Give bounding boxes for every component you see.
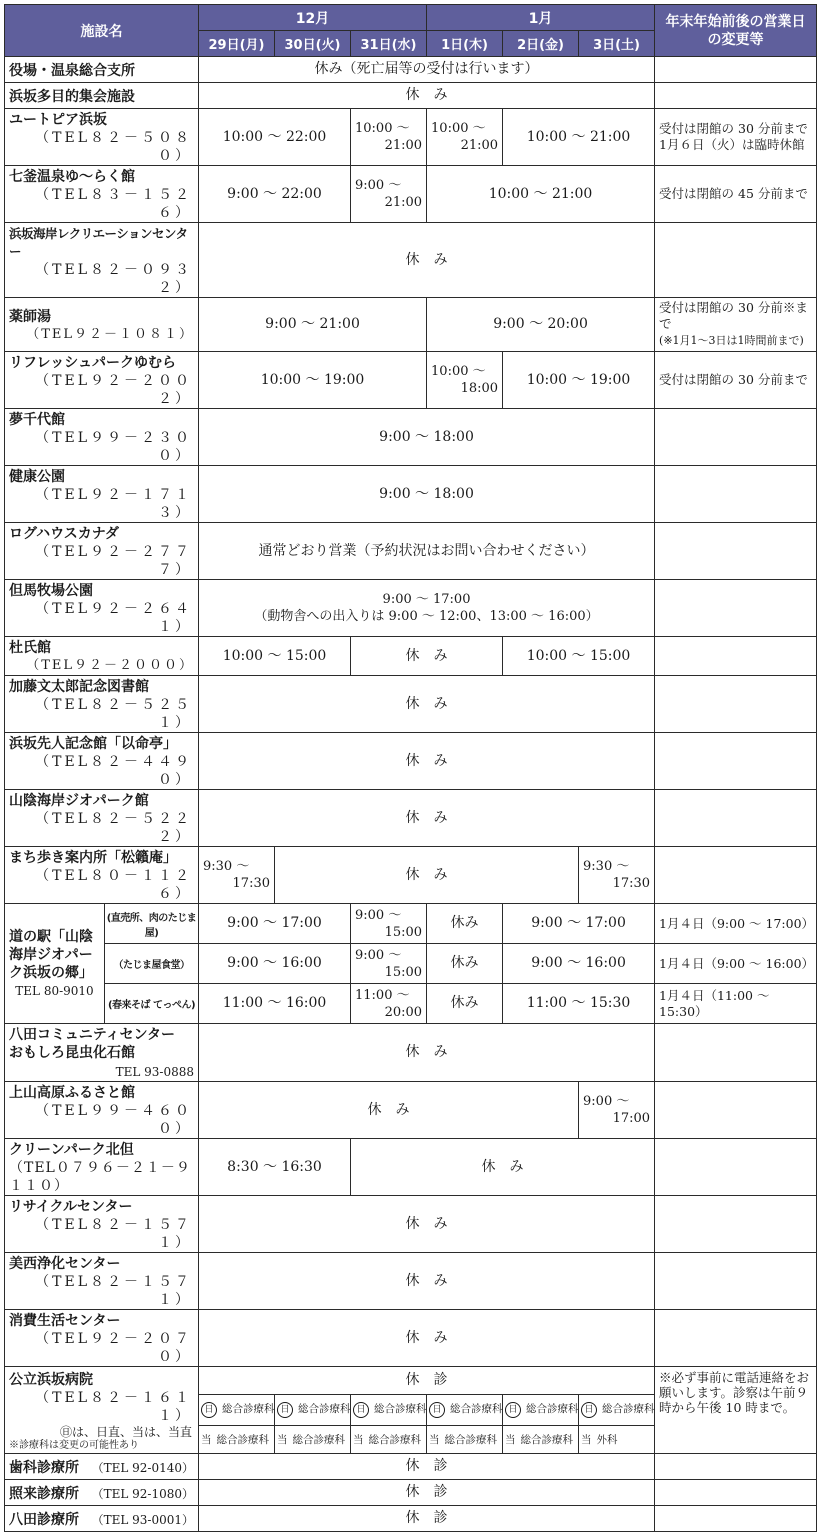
table-row (5, 1506, 817, 1532)
facility-tel: （TEL８２－５２５１） (35, 697, 192, 731)
facility-cell (5, 1310, 199, 1367)
table-row (5, 109, 817, 166)
facility-cell (5, 1139, 199, 1196)
facility-tel: （TEL９２－２０７０） (35, 1331, 192, 1365)
table-row (5, 83, 817, 109)
facility-cell (5, 1454, 199, 1480)
table-row (5, 1139, 817, 1196)
notes-cell (655, 1196, 817, 1253)
sub-facility-name: （たじま屋食堂） (105, 944, 199, 984)
duty-dept: 総合診療科 (222, 1403, 275, 1416)
header-day-3: 3日(土) (579, 31, 655, 57)
night-duty-mark: 当 (429, 1433, 440, 1446)
notes-cell: 受付は閉館の 30 分前まで 1月６日（火）は臨時休館 (655, 109, 817, 166)
notes-cell (655, 1253, 817, 1310)
notes-cell (655, 409, 817, 466)
duty-dept: 総合診療科 (216, 1433, 269, 1446)
hours-line: 9:00 ～ 17:00 (382, 592, 471, 607)
duty-night-cell (199, 1425, 275, 1453)
facility-name: 加藤文太郎記念図書館 (9, 679, 149, 695)
facility-name: 役場・温泉総合支所 (5, 57, 199, 83)
table-row (5, 523, 817, 580)
notes-line: (※1月1～3日は1時間前まで) (659, 334, 804, 347)
hours-cell: 9:00 ～ 17:00 (503, 904, 655, 944)
night-duty-mark: 当 (201, 1433, 212, 1446)
hours-cell: 休み (427, 984, 503, 1024)
hours-cell: 9:00 ～ 20:00 (427, 298, 655, 352)
facility-tel: （TEL９２－１７１３） (35, 487, 192, 521)
facility-name: 八田コミュニティセンター (9, 1027, 176, 1043)
hours-cell: 休 み (199, 1196, 655, 1253)
day-duty-mark: 日 (277, 1402, 293, 1418)
notes-cell (655, 1082, 817, 1139)
duty-day-cell (275, 1395, 351, 1426)
table-row (5, 466, 817, 523)
notes-cell: 1月４日（9:00 ～ 16:00） (655, 944, 817, 984)
hours-cell: 休 診 (199, 1367, 655, 1395)
duty-dept: 総合診療科 (298, 1403, 351, 1416)
facility-tel: （TEL 93-0001） (91, 1512, 194, 1527)
hours-close: 21:00 (460, 138, 499, 153)
duty-day-cell (199, 1395, 275, 1426)
table-row (5, 676, 817, 733)
hours-cell: 休 み (199, 676, 655, 733)
duty-day-cell (503, 1395, 579, 1426)
table-row (5, 733, 817, 790)
facility-name: 美西浄化センター (9, 1256, 121, 1272)
table-row (5, 166, 817, 223)
facility-name: 消費生活センター (9, 1313, 121, 1329)
facility-cell (5, 676, 199, 733)
day-duty-mark: 日 (429, 1402, 445, 1418)
hours-cell: 休 み (199, 83, 655, 109)
hours-cell (351, 166, 427, 223)
hours-line: （動物舎への出入りは 9:00 ～ 12:00、13:00 ～ 16:00） (254, 609, 599, 624)
facility-cell (5, 904, 105, 1024)
header-day-29: 29日(月) (199, 31, 275, 57)
hours-cell (579, 1082, 655, 1139)
hours-cell: 9:00 ～ 18:00 (199, 466, 655, 523)
facility-tel: （TEL９２－２６４１） (35, 601, 192, 635)
facility-name: 山陰海岸ジオパーク館 (9, 793, 149, 809)
facility-tel: （TEL９２－１０８１） (26, 326, 194, 342)
duty-night-cell (351, 1425, 427, 1453)
notes-cell (655, 1480, 817, 1506)
facility-name: リフレッシュパークゆむら (9, 355, 177, 371)
hours-cell: 10:00 ～ 21:00 (503, 109, 655, 166)
hours-open: 9:30 ～ (583, 859, 630, 874)
hours-cell (199, 847, 275, 904)
notes-cell (655, 466, 817, 523)
hours-open: 9:00 ～ (355, 178, 402, 193)
header-month-january: 1月 (427, 5, 655, 31)
facility-name: ユートピア浜坂 (9, 112, 107, 128)
facility-cell (5, 637, 199, 676)
header-day-31: 31日(水) (351, 31, 427, 57)
hours-cell: 9:00 ～ 17:00 (199, 904, 351, 944)
hours-cell: 休 み (199, 1310, 655, 1367)
facility-tel: （TEL８２－５２２２） (35, 811, 192, 845)
facility-name: 浜坂海岸レクリエーションセンター (9, 226, 188, 259)
hours-cell (427, 109, 503, 166)
table-row (5, 637, 817, 676)
facility-name: 杜氏館 (9, 640, 51, 656)
facility-name: クリーンパーク北但 (9, 1142, 134, 1158)
facility-tel: TEL 93-0888 (115, 1065, 194, 1079)
hours-cell: 休 み (199, 733, 655, 790)
table-row (5, 1253, 817, 1310)
facility-name: 道の駅「山陰海岸ジオパーク浜坂の郷」 (9, 928, 93, 981)
hours-cell: 10:00 ～ 19:00 (503, 352, 655, 409)
duty-night-cell (275, 1425, 351, 1453)
facility-cell (5, 790, 199, 847)
notes-cell (655, 83, 817, 109)
notes-cell (655, 298, 817, 352)
holiday-schedule-table (4, 4, 820, 1532)
header-facility: 施設名 (5, 5, 199, 57)
facility-cell (5, 109, 199, 166)
hours-close: 18:00 (460, 381, 499, 396)
hours-cell: 休み（死亡届等の受付は行います） (199, 57, 655, 83)
hours-cell: 休 み (199, 223, 655, 298)
hours-cell: 10:00 ～ 21:00 (427, 166, 655, 223)
hospital-legend: ㊐は、日直、当は、当直 (59, 1425, 192, 1439)
day-duty-mark: 日 (581, 1402, 597, 1418)
hours-cell: 休 診 (199, 1454, 655, 1480)
facility-tel: （TEL８２－１５７１） (35, 1217, 192, 1251)
duty-day-cell (351, 1395, 427, 1426)
table-row (5, 1367, 817, 1395)
facility-cell (5, 352, 199, 409)
header-day-2: 2日(金) (503, 31, 579, 57)
hours-open: 10:00 ～ (431, 364, 486, 379)
facility-name: 浜坂多目的集会施設 (5, 83, 199, 109)
table-row (5, 1454, 817, 1480)
hours-close: 15:00 (384, 924, 423, 940)
facility-tel: （TEL８２－１５７１） (35, 1274, 192, 1308)
hours-cell (199, 580, 655, 637)
notes-cell (655, 1454, 817, 1480)
header-month-december: 12月 (199, 5, 427, 31)
facility-cell (5, 1367, 199, 1454)
facility-cell (5, 1196, 199, 1253)
facility-name: 但馬牧場公園 (9, 583, 93, 599)
facility-tel: （TEL８２－１６１１） (35, 1390, 192, 1424)
night-duty-mark: 当 (581, 1433, 592, 1446)
hours-open: 9:00 ～ (583, 1094, 630, 1109)
hours-open: 9:00 ～ (355, 947, 402, 963)
notes-cell (655, 1506, 817, 1532)
hours-cell: 9:00 ～ 21:00 (199, 298, 427, 352)
hours-cell: 9:00 ～ 16:00 (503, 944, 655, 984)
table-row (5, 1024, 817, 1082)
table-row (5, 409, 817, 466)
facility-name: 八田診療所 (9, 1511, 79, 1528)
duty-dept: 総合診療科 (450, 1403, 503, 1416)
facility-cell (5, 523, 199, 580)
hours-close: 17:00 (612, 1111, 651, 1126)
notes-line: 受付は閉館の 30 分前※まで (659, 300, 808, 331)
duty-dept: 総合診療科 (374, 1403, 427, 1416)
table-row (5, 790, 817, 847)
facility-cell (5, 1024, 199, 1082)
facility-tel: （TEL０７９６－２１－９１１０） (9, 1160, 191, 1194)
duty-dept: 総合診療科 (444, 1433, 498, 1446)
hours-cell: 通常どおり営業（予約状況はお問い合わせください） (199, 523, 655, 580)
notes-cell (655, 223, 817, 298)
notes-cell (655, 637, 817, 676)
table-row (5, 944, 817, 984)
notes-cell: 1月４日（11:00 ～ 15:30） (655, 984, 817, 1024)
hours-cell: 9:00 ～ 16:00 (199, 944, 351, 984)
facility-tel: TEL 80-9010 (15, 983, 94, 998)
hours-cell (351, 904, 427, 944)
night-duty-mark: 当 (505, 1433, 516, 1446)
facility-name: 夢千代館 (9, 412, 65, 428)
facility-name: 浜坂先人記念館「以命亭」 (9, 736, 177, 752)
table-row (5, 1480, 817, 1506)
duty-dept: 総合診療科 (602, 1403, 655, 1416)
hours-cell: 11:00 ～ 16:00 (199, 984, 351, 1024)
duty-dept: 総合診療科 (368, 1433, 421, 1446)
facility-tel: （TEL９９－４６００） (35, 1103, 192, 1137)
table-row (5, 1196, 817, 1253)
hours-cell (351, 944, 427, 984)
table-row (5, 223, 817, 298)
facility-tel: （TEL９２－２７７７） (35, 544, 192, 578)
facility-tel: （TEL８２－０９３２） (35, 262, 192, 296)
facility-cell (5, 847, 199, 904)
notes-cell (655, 676, 817, 733)
notes-cell: 受付は閉館の 30 分前まで (655, 352, 817, 409)
hours-cell: 9:00 ～ 18:00 (199, 409, 655, 466)
notes-cell (655, 1024, 817, 1082)
notes-cell (655, 733, 817, 790)
hours-cell: 休 み (351, 1139, 655, 1196)
hours-cell: 休 み (199, 790, 655, 847)
hours-cell: 休み (427, 944, 503, 984)
table-row (5, 1310, 817, 1367)
facility-tel: （TEL９２－２００２） (35, 373, 192, 407)
facility-cell (5, 1480, 199, 1506)
facility-cell (5, 298, 199, 352)
hours-close: 21:00 (384, 195, 423, 210)
hours-cell: 休 診 (199, 1506, 655, 1532)
duty-dept: 総合診療科 (292, 1433, 345, 1446)
facility-name: リサイクルセンター (9, 1199, 133, 1215)
table-row (5, 352, 817, 409)
notes-cell (655, 790, 817, 847)
facility-tel: （TEL８２－４４９０） (35, 754, 192, 788)
table-row (5, 298, 817, 352)
table-row (5, 847, 817, 904)
header-day-30: 30日(火) (275, 31, 351, 57)
facility-name: 歯科診療所 (9, 1459, 79, 1476)
facility-name: おもしろ昆虫化石館 (9, 1045, 135, 1061)
day-duty-mark: 日 (505, 1402, 521, 1418)
table-row (5, 984, 817, 1024)
facility-name: 薬師湯 (9, 308, 51, 325)
hours-cell: 休 み (199, 1082, 579, 1139)
hours-cell: 11:00 ～ 15:30 (503, 984, 655, 1024)
facility-name: まち歩き案内所「松籟庵」 (9, 850, 177, 866)
duty-dept: 総合診療科 (526, 1403, 579, 1416)
hospital-legend-note: ※診療科は変更の可能性あり (9, 1440, 139, 1451)
hours-cell: 休 み (199, 1024, 655, 1082)
hours-open: 9:00 ～ (355, 907, 402, 923)
facility-cell (5, 580, 199, 637)
facility-name: 上山高原ふるさと館 (9, 1085, 135, 1101)
hours-cell: 休み (427, 904, 503, 944)
notes-cell (655, 847, 817, 904)
night-duty-mark: 当 (277, 1433, 288, 1446)
facility-name: 七釜温泉ゆ～らく館 (9, 169, 135, 185)
sub-facility-name: (春来そば てっぺん) (105, 984, 199, 1024)
facility-cell (5, 733, 199, 790)
duty-night-cell (427, 1425, 503, 1453)
hours-cell: 休 診 (199, 1480, 655, 1506)
hours-cell: 10:00 ～ 19:00 (199, 352, 427, 409)
table-row (5, 580, 817, 637)
facility-tel: （TEL 92-1080） (91, 1486, 194, 1501)
hours-close: 15:00 (384, 964, 423, 980)
hours-close: 17:30 (232, 876, 270, 891)
hours-close: 20:00 (384, 1004, 423, 1020)
facility-cell (5, 223, 199, 298)
notes-cell: 受付は閉館の 45 分前まで (655, 166, 817, 223)
hours-close: 21:00 (384, 138, 423, 153)
notes-cell: 1月４日（9:00 ～ 17:00） (655, 904, 817, 944)
facility-name: 照来診療所 (9, 1485, 79, 1502)
facility-tel: （TEL８０－１１２６） (35, 868, 192, 902)
hours-cell: 休 み (351, 637, 503, 676)
hours-cell: 10:00 ～ 15:00 (503, 637, 655, 676)
facility-name: ログハウスカナダ (9, 526, 120, 542)
hours-open: 10:00 ～ (355, 121, 410, 136)
facility-tel: （TEL９２－２０００） (26, 658, 194, 673)
hours-cell (427, 352, 503, 409)
hours-cell: 8:30 ～ 16:30 (199, 1139, 351, 1196)
facility-cell (5, 166, 199, 223)
duty-night-cell (579, 1425, 655, 1453)
duty-dept: 外科 (596, 1433, 618, 1446)
hours-close: 17:30 (612, 876, 651, 891)
notes-cell (655, 523, 817, 580)
hours-cell: 9:00 ～ 22:00 (199, 166, 351, 223)
facility-tel: （TEL９９－２３００） (35, 430, 192, 464)
hours-cell (579, 847, 655, 904)
facility-tel: （TEL８２－５０８０） (35, 130, 192, 164)
header-notes: 年末年始前後の営業日の変更等 (655, 5, 817, 57)
night-duty-mark: 当 (353, 1433, 364, 1446)
facility-cell (5, 466, 199, 523)
hours-open: 11:00 ～ (355, 987, 410, 1003)
notes-cell (655, 580, 817, 637)
hours-open: 10:00 ～ (431, 121, 486, 136)
duty-day-cell (579, 1395, 655, 1426)
facility-cell (5, 1506, 199, 1532)
day-duty-mark: 日 (353, 1402, 369, 1418)
hours-open: 9:30 ～ (203, 859, 250, 874)
hours-cell (351, 984, 427, 1024)
facility-tel: （TEL 92-0140） (91, 1460, 194, 1475)
hours-cell: 10:00 ～ 15:00 (199, 637, 351, 676)
facility-cell (5, 409, 199, 466)
facility-tel: （TEL８３－１５２６） (35, 187, 192, 221)
facility-cell (5, 1253, 199, 1310)
table-row (5, 57, 817, 83)
table-row (5, 904, 817, 944)
hours-cell: 休 み (199, 1253, 655, 1310)
header-day-1: 1日(木) (427, 31, 503, 57)
duty-day-cell (427, 1395, 503, 1426)
duty-night-cell (503, 1425, 579, 1453)
notes-cell (655, 1310, 817, 1367)
hours-cell: 10:00 ～ 22:00 (199, 109, 351, 166)
notes-cell: ※必ず事前に電話連絡をお願いします。診察は午前９時から午後 10 時まで。 (655, 1367, 817, 1454)
table-row (5, 1082, 817, 1139)
hours-cell: 休 み (275, 847, 579, 904)
facility-name: 健康公園 (9, 469, 65, 485)
facility-cell (5, 1082, 199, 1139)
facility-name: 公立浜坂病院 (9, 1372, 93, 1388)
notes-cell (655, 57, 817, 83)
notes-cell (655, 1139, 817, 1196)
sub-facility-name: (直売所、肉のたじま屋) (105, 904, 199, 944)
duty-dept: 総合診療科 (520, 1433, 574, 1446)
hours-cell (351, 109, 427, 166)
day-duty-mark: 日 (201, 1402, 217, 1418)
